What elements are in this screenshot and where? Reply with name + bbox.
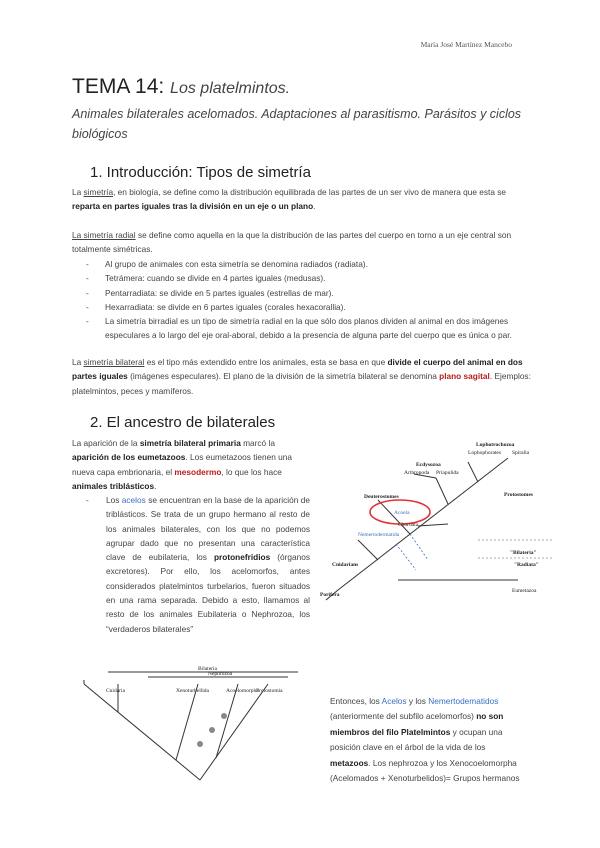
section2-paragraph-1: La aparición de la simetría bilateral primaria marcó la aparición de los eumetazoos. Los eumetazoos tienen una nueva capa embrionaria, el mesodermo, lo que los hace animales triblásticos.: [72, 438, 292, 491]
tree-branch-cnidarians: [358, 540, 378, 560]
label-priapulida: Priapulida: [436, 470, 459, 476]
section1-heading: 1. Introducción: Tipos de simetría: [90, 164, 311, 181]
page-title: [72, 75, 290, 99]
section1-paragraph-1: La simetría, en biología, se define como la distribución equilibrada de las partes de un ser vivo de manera que esta se reparta en partes iguales tras la división en un eje o un plano.: [72, 187, 507, 212]
bilateria-cladogram-figure: [78, 664, 310, 782]
label-bilateria: Bilateria: [198, 666, 217, 672]
section1-paragraph-3: La simetría bilateral es el tipo más extendido entre los animales, esta se basa en que divide el cuerpo del animal en dos partes iguales (imágenes especulares). El plano de la división de la simetría bilateral se denomina plano sagital. Ejemplos: platelmintos, peces y mamíferos.: [72, 357, 531, 396]
label-radiata: "Radiata": [514, 562, 539, 568]
label-lophophorates: Lophophorates: [468, 450, 501, 456]
label-lophotrochozoa: Lophotrochozoa: [476, 442, 515, 448]
label-eumetazoa: Eumetazoa: [512, 588, 537, 594]
tree-branch-deuterostomes: [378, 500, 410, 534]
page-subtitle: Animales bilaterales acelomados. Adaptaciones al parasitismo. Parásitos y ciclos biológicos: [72, 107, 522, 141]
label-xenoturbellida: Xenoturbellida: [176, 688, 209, 694]
list-item: - Pentarradiata: se divide en 5 partes iguales (estrellas de mar).: [72, 286, 528, 300]
list-item: - La simetría birradial es un tipo de simetría radial en la que sólo dos planos dividen al animal en dos imágenes especulares a lo largo del eje oral-aboral, debido a la presencia de alguna parte del cuerpo que es única o par.: [72, 314, 528, 343]
clade-xenoturbellida-line: [176, 684, 198, 760]
section2-paragraph-2: Entonces, los Acelos y los Nemertodematidos (anteriormente del subfilo acelomorfos) no son miembros del filo Platelmintos y ocupan una posición clave en el árbol de la vida de los metazoos. Los nephrozoa y los Xenocoelomorpha (Acelomados + Xenoturbelidos)= Grupos hermanos: [330, 696, 520, 784]
list-item: - Hexarradiata: se divide en 6 partes iguales (corales hexacorallia).: [72, 300, 528, 314]
tree-main-branch: [338, 458, 508, 590]
list-item: - Tetrámera: cuando se divide en 4 partes iguales (medusas).: [72, 271, 528, 285]
radial-symmetry-list: [72, 257, 528, 343]
section2-heading: 2. El ancestro de bilaterales: [90, 414, 276, 431]
author-name: María José Martínez Mancebo: [420, 40, 512, 49]
clade-acoelomorpha-line: [216, 684, 238, 758]
list-item: - Al grupo de animales con esta simetría se denomina radiados (radiata).: [72, 257, 528, 271]
tree-branch-lophophorates: [468, 462, 478, 482]
title-label: TEMA 14:: [72, 75, 165, 98]
acoela-list: [72, 493, 310, 636]
tree-branch-ecdysozoa: [436, 478, 448, 504]
title-topic: Los platelmintos.: [170, 80, 291, 97]
label-acoelomorpha: Acoelomorpha: [226, 688, 259, 694]
tree-dashed-nemertodermatida: [396, 544, 416, 570]
list-item: - Los acelos se encuentran en la base de la aparición de triblásticos. Se trata de un grupo hermano al resto de los animales bilaterales, con los que no podemos agrupar dado que no presentan una característica clave de eubilateria, los protonefridios (órganos excretores). Por ello, los acelomorfos, antes considerados platelmintos turbelarios, fueron situados en una rama separada. Debido a esto, llamamos al resto de los animales Eubilateria o Nephrozoa, los “verdaderos bilaterales”: [72, 493, 310, 636]
clade-node: [209, 727, 215, 733]
label-deuterostomes: Deuterostomes: [364, 494, 399, 500]
label-arthropoda: Arthropoda: [404, 470, 430, 476]
metazoan-tree-figure: [318, 440, 554, 630]
label-ecdysozoa: Ecdysozoa: [416, 462, 441, 468]
tree-dashed-acoela: [410, 534, 428, 560]
label-porifera: Porifera: [320, 592, 340, 598]
label-chordata: Chordata: [398, 522, 419, 528]
clade-node: [197, 741, 203, 747]
section1-paragraph-2: La simetría radial se define como aquella en la que la distribución de las partes del cuerpo en torno a un eje central son totalmente simétricas.: [72, 230, 512, 255]
label-nephrozoa: Nephrozoa: [208, 671, 233, 677]
label-bilateria: "Bilateria": [510, 550, 537, 556]
label-protostomia: Protostomia: [256, 688, 283, 694]
label-protostomes: Protostomes: [504, 492, 533, 498]
label-nemertodermatida: Nemertodermatida: [358, 532, 400, 538]
label-cnidaria: Cnidaria: [106, 688, 125, 694]
label-cnidarians: Cnidarians: [332, 562, 359, 568]
label-acoela: Acoela: [394, 510, 410, 516]
label-spiralia: Spiralia: [512, 450, 530, 456]
clade-node: [221, 713, 227, 719]
clade-root-line: [84, 684, 200, 780]
